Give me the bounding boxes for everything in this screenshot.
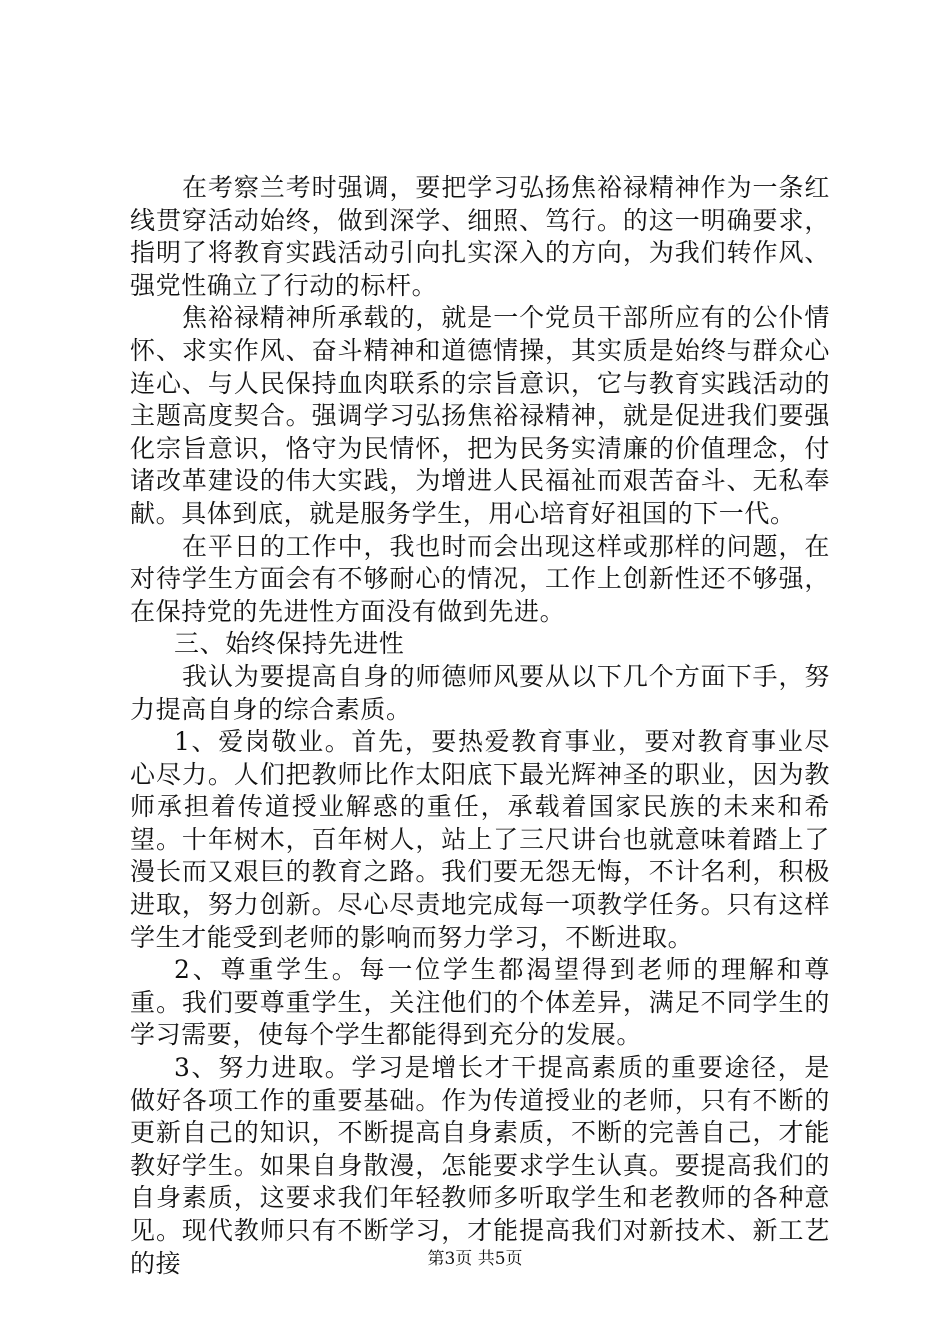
paragraph-point-1: 1、爱岗敬业。首先，要热爱教育事业，要对教育事业尽心尽力。人们把教师比作太阳底下最光辉神圣的职业，因为教师承担着传道授业解惑的重任，承载着国家民族的未来和希望。十年树木，百年树人，站上了三尺讲台也就意味着踏上了漫长而又艰巨的教育之路。我们要无怨无悔，不计名利，积极进取，努力创新。尽心尽责地完成每一项教学任务。只有这样学生才能受到老师的影响而努力学习，不断进取。: [130, 727, 830, 952]
section-heading: 三、始终保持先进性: [174, 629, 405, 659]
paragraph-lankao: 在考察兰考时强调，要把学习弘扬焦裕禄精神作为一条红线贯穿活动始终，做到深学、细照、笃行。的这一明确要求，指明了将教育实践活动引向扎实深入的方向，为我们转作风、强党性确立了行动的标杆。: [130, 173, 830, 300]
paragraph-jiaoyulu-spirit: 焦裕禄精神所承载的，就是一个党员干部所应有的公仆情怀、求实作风、奋斗精神和道德情操，其实质是始终与群众心连心、与人民保持血肉联系的宗旨意识，它与教育实践活动的主题高度契合。强调学习弘扬焦裕禄精神，就是促进我们要强化宗旨意识，恪守为民情怀，把为民务实清廉的价值理念，付诸改革建设的伟大实践，为增进人民福祉而艰苦奋斗、无私奉献。具体到底，就是服务学生，用心培育好祖国的下一代。: [130, 303, 830, 528]
paragraph-point-2: 2、尊重学生。每一位学生都渴望得到老师的理解和尊重。我们要尊重学生，关注他们的个体差异，满足不同学生的学习需要，使每个学生都能得到充分的发展。: [130, 955, 830, 1050]
paragraph-self-reflection: 在平日的工作中，我也时而会出现这样或那样的问题，在对待学生方面会有不够耐心的情况，工作上创新性还不够强，在保持党的先进性方面没有做到先进。: [130, 531, 830, 626]
page-footer: 第3页 共5页: [427, 1249, 523, 1269]
paragraph-intro: 我认为要提高自身的师德师风要从以下几个方面下手，努力提高自身的综合素质。: [130, 661, 830, 724]
document-body: [130, 172, 830, 1280]
paragraph-point-3: 3、努力进取。学习是增长才干提高素质的重要途径，是做好各项工作的重要基础。作为传道授业的老师，只有不断的更新自己的知识，不断提高自身素质，不断的完善自己，才能教好学生。如果自身散漫，怎能要求学生认真。要提高我们的自身素质，这要求我们年轻教师多听取学生和老教师的各种意见。现代教师只有不断学习，才能提高我们对新技术、新工艺的接: [130, 1053, 830, 1278]
